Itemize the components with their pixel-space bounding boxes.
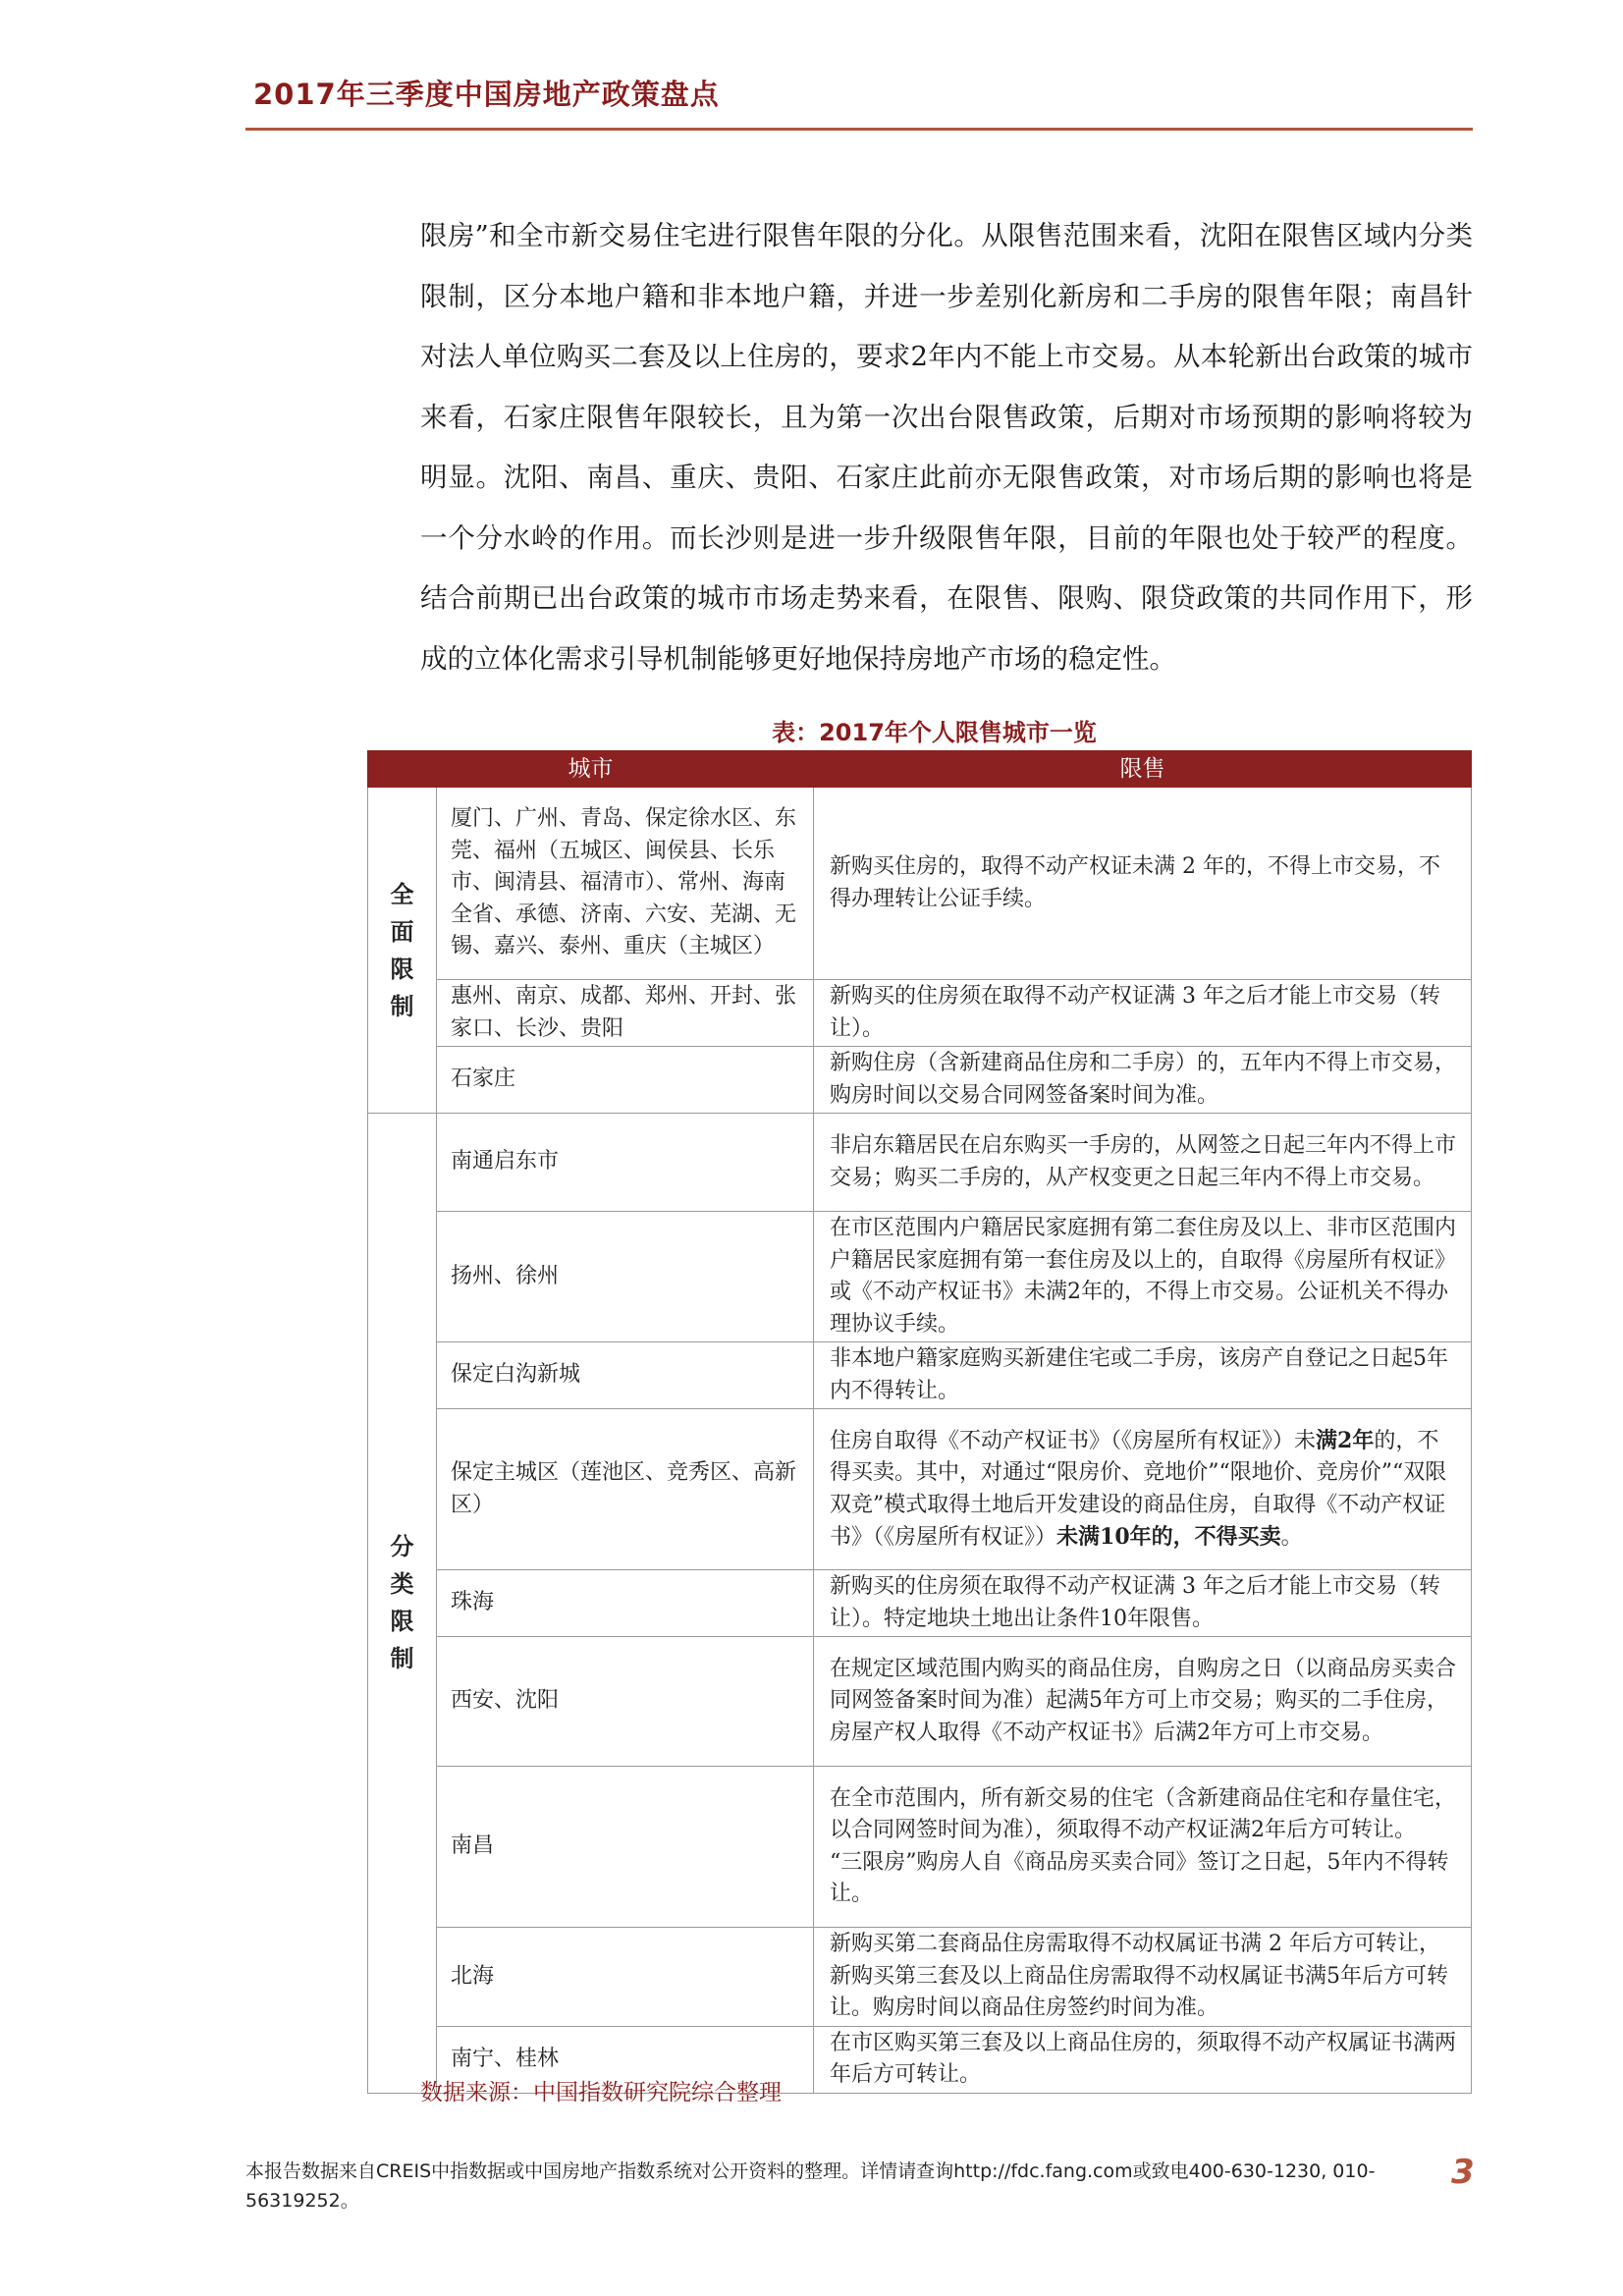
- city-cell: 珠海: [437, 1570, 814, 1637]
- city-cell: 南通启东市: [437, 1114, 814, 1212]
- rule-cell: 新购买的住房须在取得不动产权证满 3 年之后才能上市交易（转让）。特定地块土地出让条件10年限售。: [814, 1570, 1472, 1637]
- rule-cell: 新购买第二套商品住房需取得不动权属证书满 2 年后方可转让，新购买第三套及以上商品住房需取得不动权属证书满5年后方可转让。购房时间以商品住房签约时间为准。: [814, 1928, 1472, 2027]
- table-row: [368, 788, 1472, 980]
- city-cell: 石家庄: [437, 1047, 814, 1114]
- city-cell: 保定白沟新城: [437, 1342, 814, 1409]
- rule-cell: 在规定区域范围内购买的商品住房，自购房之日（以商品房买卖合同网签备案时间为准）起满5年方可上市交易；购买的二手住房，房屋产权人取得《不动产权证书》后满2年方可上市交易。: [814, 1637, 1472, 1767]
- table-caption: 表：2017年个人限售城市一览: [772, 719, 1097, 746]
- rule-cell: 非启东籍居民在启东购买一手房的，从网签之日起三年内不得上市交易；购买二手房的，从产权变更之日起三年内不得上市交易。: [814, 1114, 1472, 1212]
- city-cell: 惠州、南京、成都、郑州、开封、张家口、长沙、贵阳: [437, 980, 814, 1047]
- body-paragraph: 限房”和全市新交易住宅进行限售年限的分化。从限售范围来看，沈阳在限售区域内分类限制，区分本地户籍和非本地户籍，并进一步差别化新房和二手房的限售年限；南昌针对法人单位购买二套及以上住房的，要求2年内不能上市交易。从本轮新出台政策的城市来看，石家庄限售年限较长，且为第一次出台限售政策，后期对市场预期的影响将较为明显。沈阳、南昌、重庆、贵阳、石家庄此前亦无限售政策，对市场后期的影响也将是一个分水岭的作用。而长沙则是进一步升级限售年限，目前的年限也处于较严的程度。结合前期已出台政策的城市市场走势来看，在限售、限购、限贷政策的共同作用下，形成的立体化需求引导机制能够更好地保持房地产市场的稳定性。: [420, 220, 1473, 675]
- table-row: [368, 1114, 1472, 1212]
- table-row: [368, 1047, 1472, 1114]
- rule-cell: 住房自取得《不动产权证书》（《房屋所有权证》）未满2年的，不得买卖。其中，对通过“限房价、竞地价”“限地价、竞房价”“双限双竞”模式取得土地后开发建设的商品住房，自取得《不动产权证书》（《房屋所有权证》）未满10年的，不得买卖。: [814, 1409, 1472, 1570]
- city-cell: 南宁、桂林: [437, 2026, 814, 2093]
- rule-cell: 在市区购买第三套及以上商品住房的，须取得不动产权属证书满两年后方可转让。: [814, 2026, 1472, 2093]
- table-row: [368, 1212, 1472, 1342]
- body-text: [420, 206, 1473, 689]
- city-cell: 北海: [437, 1928, 814, 2027]
- rule-cell: 非本地户籍家庭购买新建住宅或二手房，该房产自登记之日起5年内不得转让。: [814, 1342, 1472, 1409]
- city-cell: 西安、沈阳: [437, 1637, 814, 1767]
- group-label-classified: 分类限制: [368, 1114, 437, 2094]
- footer-note: 本报告数据来自CREIS中指数据或中国房地产指数系统对公开资料的整理。详情请查询http://fdc.fang.com或致电400-630-1230, 010-56319252。: [245, 2160, 1376, 2212]
- rule-cell: 新购住房（含新建商品住房和二手房）的，五年内不得上市交易，购房时间以交易合同网签备案时间为准。: [814, 1047, 1472, 1114]
- header-divider: [245, 128, 1473, 131]
- city-cell: 南昌: [437, 1767, 814, 1928]
- rule-cell: 新购买住房的，取得不动产权证未满 2 年的，不得上市交易，不得办理转让公证手续。: [814, 788, 1472, 980]
- rule-cell: 新购买的住房须在取得不动产权证满 3 年之后才能上市交易（转让）。: [814, 980, 1472, 1047]
- column-header-city: 城市: [368, 751, 814, 788]
- resale-restriction-table: [367, 750, 1472, 2094]
- city-cell: 厦门、广州、青岛、保定徐水区、东莞、福州（五城区、闽侯县、长乐市、闽清县、福清市）、常州、海南全省、承德、济南、六安、芜湖、无锡、嘉兴、泰州、重庆（主城区）: [437, 788, 814, 980]
- table-row: [368, 1637, 1472, 1767]
- table-header-row: [368, 751, 1472, 788]
- table-row: [368, 1928, 1472, 2027]
- group-label-full: 全面限制: [368, 788, 437, 1114]
- city-cell: 扬州、徐州: [437, 1212, 814, 1342]
- table-row: [368, 1409, 1472, 1570]
- table-row: [368, 1570, 1472, 1637]
- city-cell: 保定主城区（莲池区、竞秀区、高新区）: [437, 1409, 814, 1570]
- table-row: [368, 1767, 1472, 1928]
- page-number: 3: [1451, 2153, 1475, 2192]
- rule-cell: 在全市范围内，所有新交易的住宅（含新建商品住宅和存量住宅，以合同网签时间为准），须取得不动产权证满2年后方可转让。 “三限房”购房人自《商品房买卖合同》签订之日起，5年内不得转让。: [814, 1767, 1472, 1928]
- table-row: [368, 1342, 1472, 1409]
- rule-cell: 在市区范围内户籍居民家庭拥有第二套住房及以上、非市区范围内户籍居民家庭拥有第一套住房及以上的，自取得《房屋所有权证》或《不动产权证书》未满2年的，不得上市交易。公证机关不得办理协议手续。: [814, 1212, 1472, 1342]
- table-row: [368, 980, 1472, 1047]
- header-title: 2017年三季度中国房地产政策盘点: [253, 78, 720, 111]
- column-header-rule: 限售: [814, 751, 1472, 788]
- data-source-note: 数据来源：中国指数研究院综合整理: [420, 2080, 782, 2105]
